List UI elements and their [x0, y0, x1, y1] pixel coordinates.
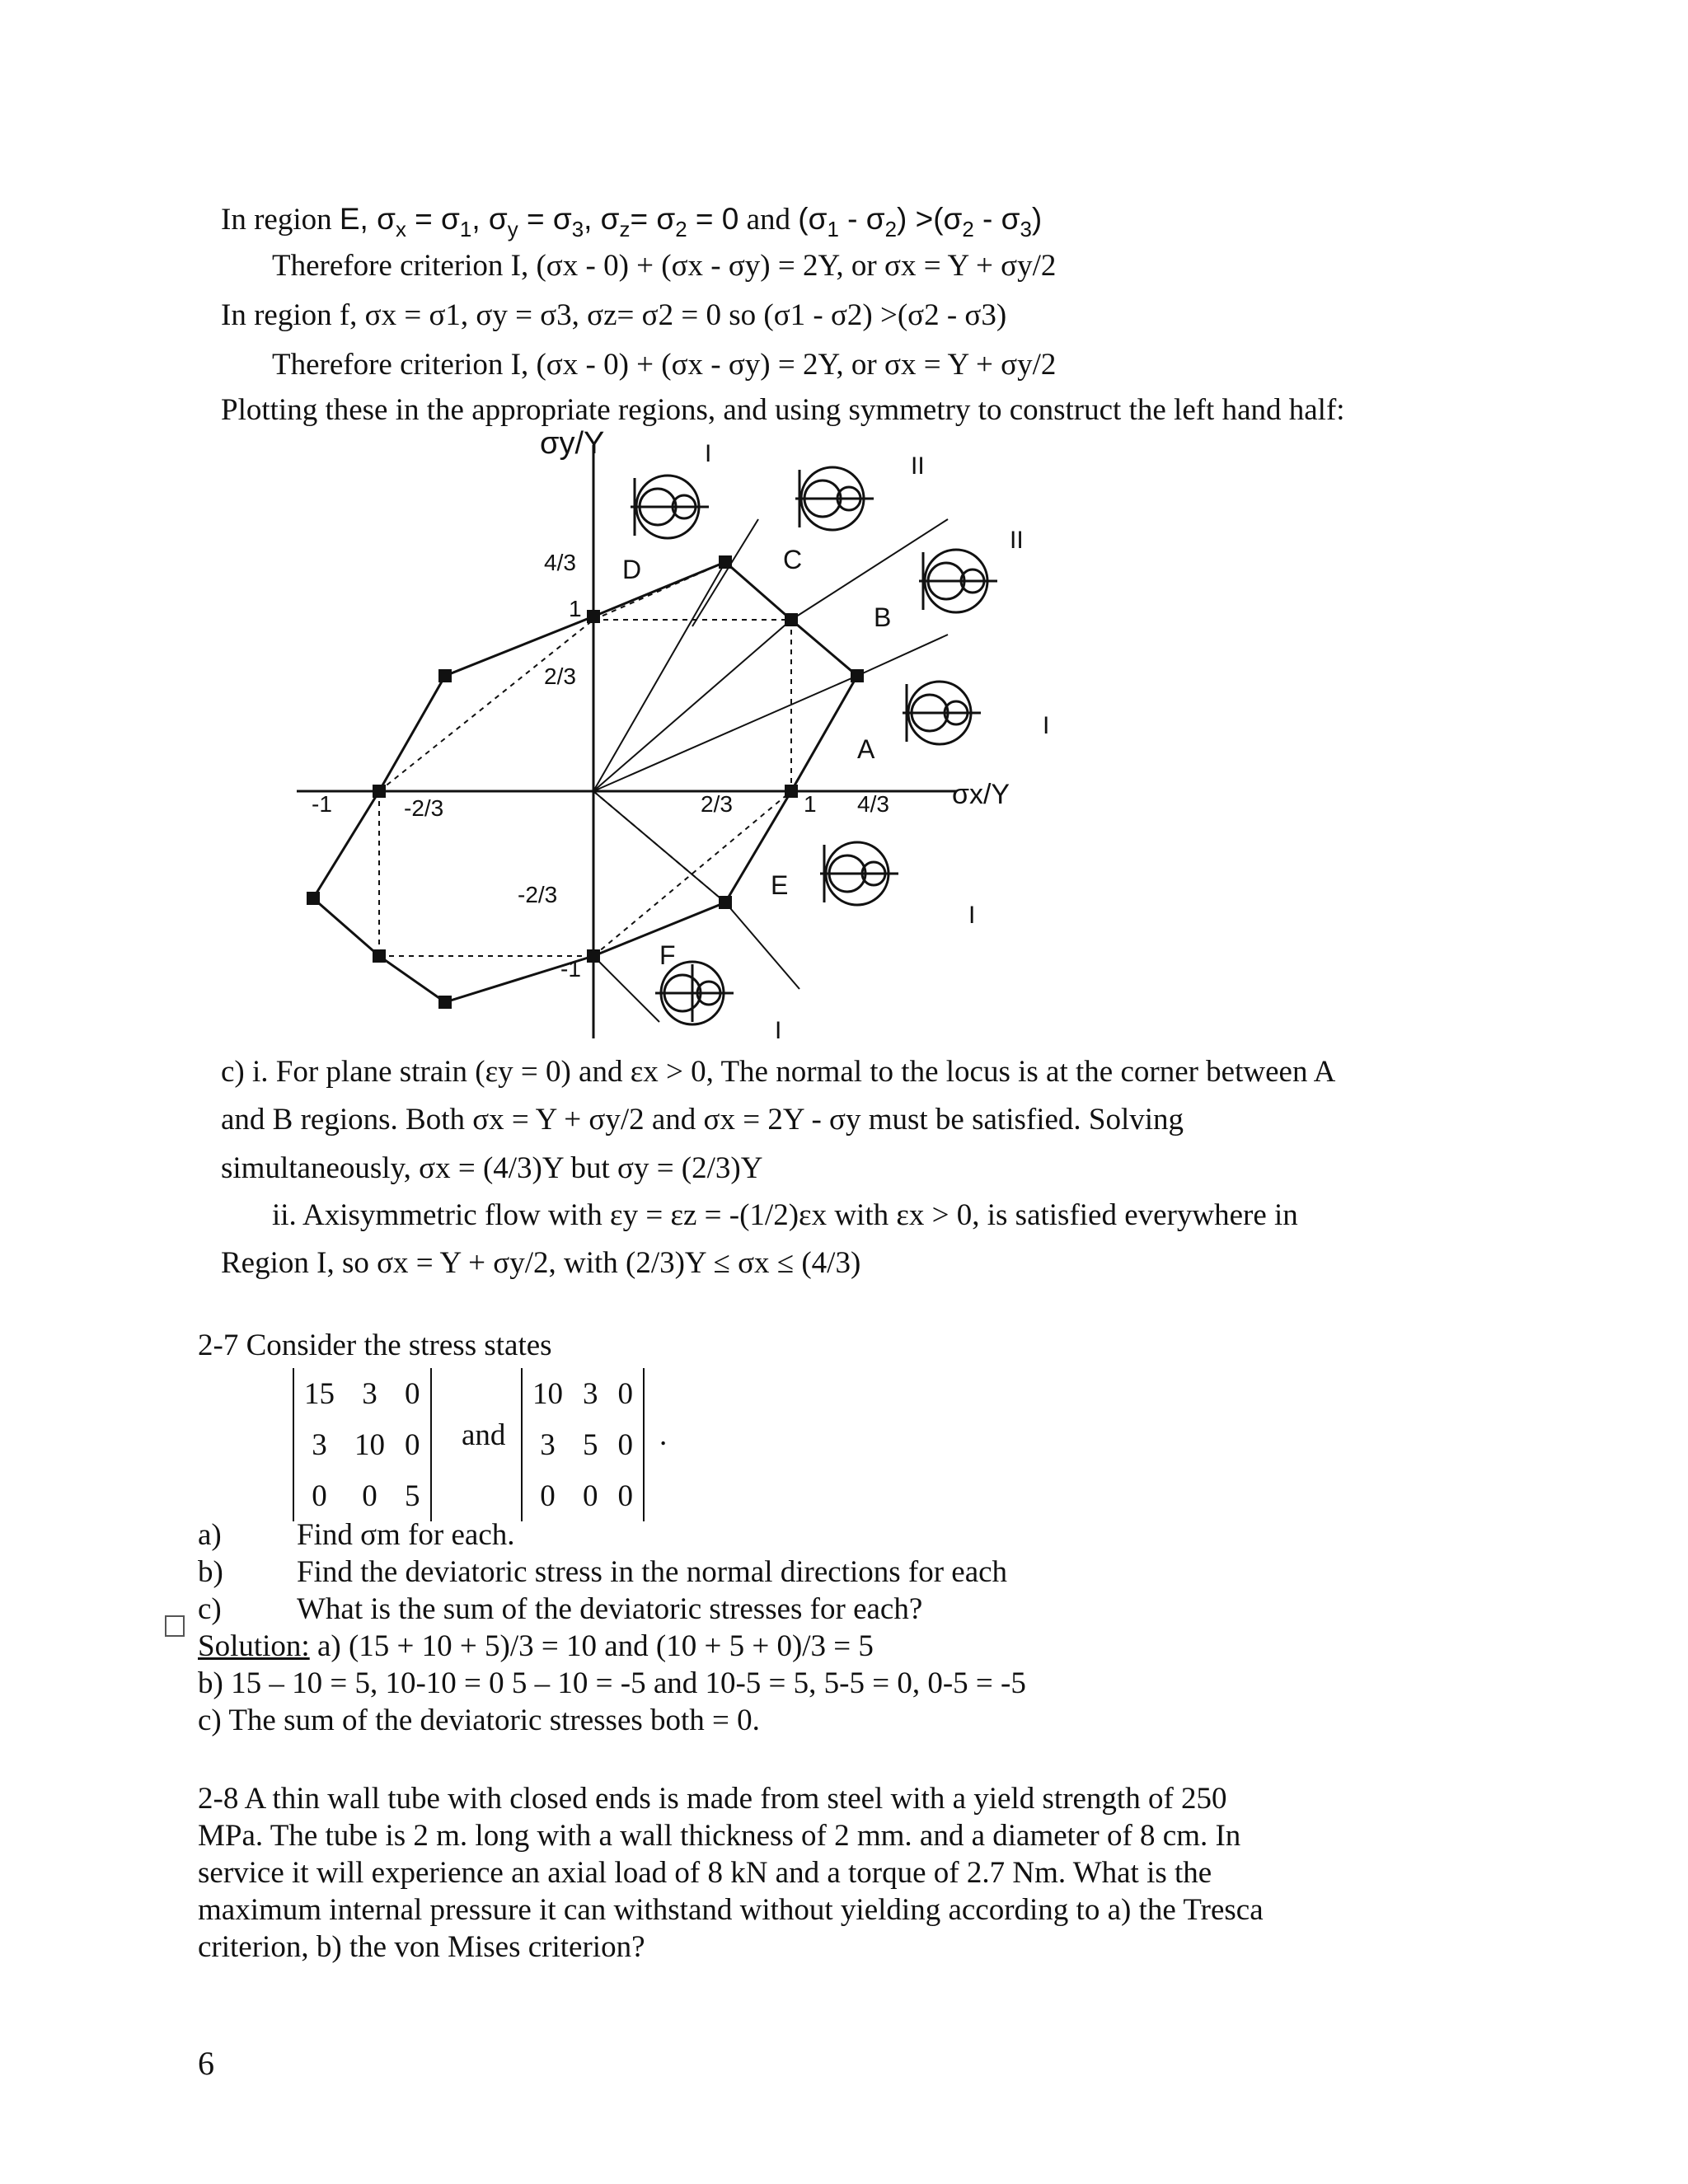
- yield-locus-figure: [297, 429, 1104, 1055]
- part-c-i-line1: c) i. For plane strain (εy = 0) and εx > 0, The normal to the locus is at the corner between A: [221, 1055, 1336, 1089]
- problem-2-8-line1: 2-8 A thin wall tube with closed ends is made from steel with a yield strength of 250: [198, 1782, 1227, 1816]
- mohr-circle-icon-b: [919, 550, 997, 612]
- stress-matrix-2: 10 3 0 3 5 0 0 0 0: [521, 1368, 645, 1521]
- region-label-f: F: [659, 940, 676, 970]
- problem-2-8-line5: criterion, b) the von Mises criterion?: [198, 1930, 645, 1964]
- problem-2-7-heading: 2-7 Consider the stress states: [198, 1329, 552, 1362]
- item-b-text: Find the deviatoric stress in the normal directions for each: [297, 1555, 1008, 1589]
- solution-line-a: Solution: a) (15 + 10 + 5)/3 = 10 and (10 + 5 + 0)/3 = 5: [198, 1629, 874, 1663]
- mohr-circle-icon-a: [903, 682, 981, 744]
- tick-y-neg-1: -1: [560, 956, 581, 982]
- criterion-label-bottom: I: [775, 1017, 782, 1044]
- tick-x-neg-2-3: -2/3: [404, 795, 444, 821]
- region-label-b: B: [874, 602, 892, 632]
- criterion-label-right-mid: I: [1043, 712, 1050, 739]
- tick-x-1: 1: [804, 791, 817, 817]
- tick-y-neg-2-3: -2/3: [518, 882, 558, 907]
- item-a-text: Find σm for each.: [297, 1518, 515, 1552]
- solution-line-b: b) 15 – 10 = 5, 10-10 = 0 5 – 10 = -5 and 10-5 = 5, 5-5 = 0, 0-5 = -5: [198, 1666, 1026, 1700]
- matrix-and-word: and: [462, 1418, 506, 1452]
- problem-2-8-line4: maximum internal pressure it can withstand without yielding according to a) the Tresca: [198, 1893, 1264, 1927]
- text-line-plotting: Plotting these in the appropriate regions, and using symmetry to construct the left hand half:: [221, 393, 1345, 427]
- tick-y-4-3: 4/3: [544, 550, 576, 575]
- page-number: 6: [198, 2045, 214, 2082]
- text-line-region-f: In region f, σx = σ1, σy = σ3, σz= σ2 = 0 so (σ1 - σ2) >(σ2 - σ3): [221, 298, 1007, 332]
- region-label-d: D: [622, 555, 642, 584]
- tick-x-neg-1: -1: [312, 791, 332, 817]
- checkbox-marker[interactable]: [165, 1615, 185, 1637]
- text-line-criterion-1: Therefore criterion I, (σx - 0) + (σx - σy) = 2Y, or σx = Y + σy/2: [272, 249, 1057, 283]
- text-line-region-e: In region E, $\sigma_x = \sigma_1$, $\sigma_y = \sigma_3$, $\sigma_z= \sigma_2 = 0$ and $(\sigma_1 - \sigma_2) >(\sigma_2 - \sigma_3)$: [221, 202, 1043, 242]
- y-axis-label: σy/Y: [540, 429, 605, 461]
- criterion-label-top-right-2: II: [1010, 527, 1024, 554]
- criterion-label-top: I: [705, 440, 712, 467]
- mohr-circle-icon-top-left: [631, 476, 709, 538]
- yield-locus-outline: [313, 562, 857, 1002]
- x-axis-label: σx/Y: [952, 779, 1010, 810]
- problem-2-8-line3: service it will experience an axial load of 8 kN and a torque of 2.7 Nm. What is the: [198, 1856, 1212, 1890]
- item-b-tag: b): [198, 1555, 223, 1589]
- item-a-tag: a): [198, 1518, 222, 1552]
- mohr-circle-icon-e: [820, 842, 898, 905]
- ray-to-d: [593, 562, 725, 791]
- region-label-c: C: [783, 545, 803, 574]
- mohr-circle-icon-f: [655, 962, 734, 1024]
- tick-x-4-3: 4/3: [857, 791, 889, 817]
- part-c-ii-line1: ii. Axisymmetric flow with εy = εz = -(1/2)εx with εx > 0, is satisfied everywhere in: [272, 1198, 1298, 1232]
- line-e-lower: [725, 902, 799, 989]
- part-c-i-line2: and B regions. Both σx = Y + σy/2 and σx = 2Y - σy must be satisfied. Solving: [221, 1103, 1184, 1137]
- line-a-lower: [791, 676, 857, 791]
- ray-to-c: [593, 620, 791, 791]
- solution-line-c: c) The sum of the deviatoric stresses both = 0.: [198, 1704, 760, 1737]
- criterion-label-top-right-1: II: [911, 452, 925, 480]
- stress-matrix-1: 15 3 0 3 10 0 0 0 5: [293, 1368, 432, 1521]
- criterion-label-right-low: I: [968, 902, 976, 929]
- text-line-criterion-2: Therefore criterion I, (σx - 0) + (σx - σy) = 2Y, or σx = Y + σy/2: [272, 348, 1057, 382]
- problem-2-8-line2: MPa. The tube is 2 m. long with a wall thickness of 2 mm. and a diameter of 8 cm. In: [198, 1819, 1241, 1853]
- line-f-lower: [593, 956, 659, 1022]
- region-label-a: A: [857, 734, 875, 764]
- region-label-e: E: [771, 870, 789, 900]
- tick-y-1: 1: [569, 596, 582, 621]
- line-b-lower: [857, 635, 948, 676]
- ray-to-b: [593, 676, 857, 791]
- item-c-tag: c): [198, 1592, 222, 1626]
- matrix-period: .: [659, 1418, 668, 1452]
- item-c-text: What is the sum of the deviatoric stresses for each?: [297, 1592, 923, 1626]
- solution-label: Solution:: [198, 1629, 310, 1663]
- tick-y-2-3: 2/3: [544, 663, 576, 689]
- part-c-ii-line2: Region I, so σx = Y + σy/2, with (2/3)Y ≤ σx ≤ (4/3): [221, 1246, 861, 1280]
- mohr-circle-icon-top-right: [795, 467, 874, 530]
- tick-x-2-3: 2/3: [701, 791, 733, 817]
- part-c-i-line3: simultaneously, σx = (4/3)Y but σy = (2/3)Y: [221, 1151, 763, 1185]
